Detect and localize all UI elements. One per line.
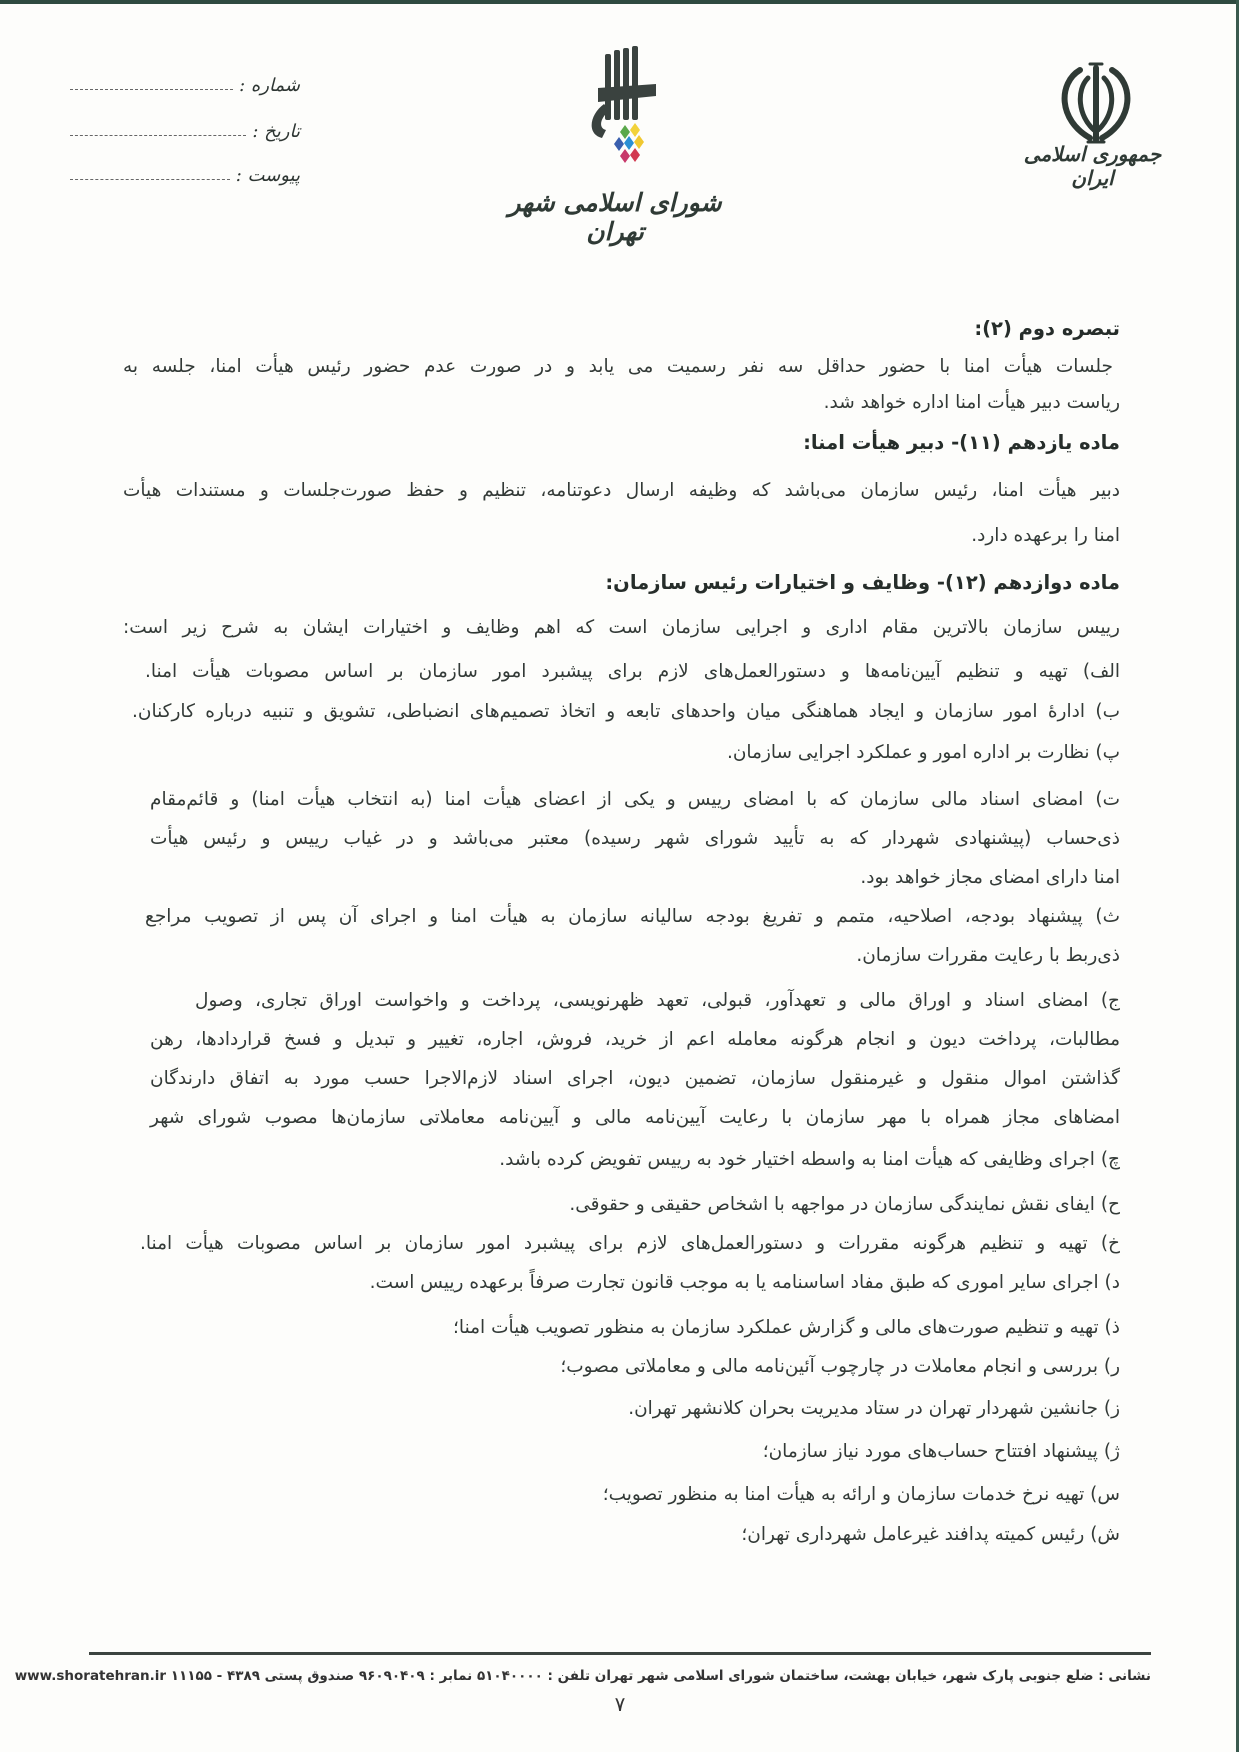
date-label: تاریخ : bbox=[252, 121, 300, 142]
number-label: شماره : bbox=[239, 75, 300, 96]
body-line: ذی‌ربط با رعایت مقررات سازمان. bbox=[856, 945, 1120, 966]
list-item: پ) نظارت بر اداره امور و عملکرد اجرایی سازمان. bbox=[726, 742, 1120, 763]
footer-address: نشانی : ضلع جنوبی پارک شهر، خیابان بهشت، ساختمان شورای اسلامی شهر تهران تلفن : ۵۱۰۴۰۰۰۰ نمابر : ۹۶۰۹۰۴۰۹ صندوق پستی ۴۳۸۹ - ۱۱۱۵۵ www.shoratehran.ir bbox=[14, 1668, 1151, 1684]
list-item: ژ) پیشنهاد افتتاح حساب‌های مورد نیاز سازمان؛ bbox=[762, 1441, 1120, 1462]
date-field bbox=[70, 116, 300, 142]
article-12-heading: ماده دوازدهم (۱۲)- وظایف و اختیارات رئیس سازمان: bbox=[605, 571, 1120, 594]
attachment-dotted-line bbox=[70, 179, 230, 180]
date-dotted-line bbox=[70, 135, 246, 136]
list-item: ح) ایفای نقش نمایندگی سازمان در مواجهه با اشخاص حقیقی و حقوقی. bbox=[569, 1194, 1120, 1215]
list-item: س) تهیه نرخ خدمات سازمان و ارائه به هیأت امنا به منظور تصویب؛ bbox=[602, 1484, 1120, 1505]
emblem-caption: جمهوری اسلامی ایران bbox=[1023, 142, 1162, 190]
body-line: جلسات هیأت امنا با حضور حداقل سه نفر رسمیت می یابد و در صورت عدم حضور رئیس هیأت امنا، جلسه به bbox=[123, 356, 1113, 377]
body-line: دبیر هیأت امنا، رئیس سازمان می‌باشد که وظیفه ارسال دعوتنامه، تنظیم و حفظ صورت‌جلسات و مستندات هیأت bbox=[123, 480, 1120, 501]
tehran-council-logo-icon bbox=[568, 44, 658, 184]
list-item: ذ) تهیه و تنظیم صورت‌های مالی و گزارش عملکرد سازمان به منظور تصویب هیأت امنا؛ bbox=[453, 1317, 1120, 1338]
body-line: امنا دارای امضای مجاز خواهد بود. bbox=[860, 867, 1120, 888]
body-line: امنا را برعهده دارد. bbox=[971, 525, 1120, 546]
footer-divider bbox=[89, 1652, 1151, 1655]
page-number: ۷ bbox=[614, 1692, 626, 1716]
body-line: مطالبات، پرداخت دیون و انجام هرگونه معامله اعم از خرید، فروش، اجاره، تغییر و تبدیل و فسخ قراردادها، رهن bbox=[150, 1029, 1120, 1050]
list-item: الف) تهیه و تنظیم آیین‌نامه‌ها و دستورالعمل‌های لازم برای پیشبرد امور سازمان بر اساس مصوبات هیأت امنا. bbox=[145, 661, 1120, 682]
article-11-heading: ماده یازدهم (۱۱)- دبیر هیأت امنا: bbox=[803, 431, 1120, 454]
body-line: گذاشتن اموال منقول و غیرمنقول سازمان، تضمین دیون، اجرای اسناد لازم‌الاجرا حسب مورد به اتفاق دارندگان bbox=[150, 1068, 1120, 1089]
body-line: ذی‌حساب (پیشنهادی شهردار که به تأیید شورای شهر رسیده) معتبر می‌باشد و در غیاب رییس و رئیس هیأت bbox=[150, 828, 1120, 849]
number-field bbox=[70, 70, 300, 96]
attachment-field bbox=[70, 160, 300, 186]
list-item: ت) امضای اسناد مالی سازمان که با امضای رییس و یکی از اعضای هیأت امنا (به انتخاب هیأت امنا) و قائم‌مقام bbox=[150, 789, 1120, 810]
scan-edge-top bbox=[0, 0, 1239, 4]
list-item: چ) اجرای وظایفی که هیأت امنا به واسطه اختیار خود به رییس تفویض کرده باشد. bbox=[499, 1149, 1120, 1170]
list-item: ب) ادارهٔ امور سازمان و ایجاد هماهنگی میان واحدهای تابعه و اتخاذ تصمیم‌های انضباطی، تشویق و تنبیه درباره کارکنان. bbox=[132, 701, 1120, 722]
body-line: رییس سازمان بالاترین مقام اداری و اجرایی سازمان است که اهم وظایف و اختیارات ایشان به شرح زیر است: bbox=[123, 617, 1120, 638]
council-name: شورای اسلامی شهر تهران bbox=[508, 188, 722, 246]
list-item: ش) رئیس کمیته پدافند غیرعامل شهرداری تهران؛ bbox=[741, 1524, 1120, 1545]
list-item: د) اجرای سایر اموری که طبق مفاد اساسنامه یا به موجب قانون تجارت صرفاً برعهده رییس است. bbox=[369, 1272, 1120, 1293]
body-line: امضاهای مجاز همراه با مهر سازمان با رعایت آیین‌نامه مالی و آیین‌نامه معاملاتی سازمان‌ها مصوب شورای شهر bbox=[150, 1107, 1120, 1128]
list-item: ث) پیشنهاد بودجه، اصلاحیه، متمم و تفریغ بودجه سالیانه سازمان به هیأت امنا و اجرای آن پس از تصویب مراجع bbox=[145, 906, 1120, 927]
note-heading: تبصره دوم (۲): bbox=[974, 317, 1120, 340]
list-item: خ) تهیه و تنظیم هرگونه مقررات و دستورالعمل‌های لازم برای پیشبرد امور سازمان بر اساس مصوبات هیأت امنا. bbox=[140, 1233, 1120, 1254]
number-dotted-line bbox=[70, 89, 233, 90]
list-item: ز) جانشین شهردار تهران در ستاد مدیریت بحران کلانشهر تهران. bbox=[628, 1398, 1120, 1419]
list-item: ج) امضای اسناد و اوراق مالی و تعهدآور، قبولی، تعهد ظهرنویسی، پرداخت و واخواست اوراق تجاری، وصول bbox=[195, 990, 1120, 1011]
attachment-label: پیوست : bbox=[235, 165, 300, 186]
iran-emblem-icon bbox=[1050, 58, 1142, 148]
body-line: ریاست دبیر هیأت امنا اداره خواهد شد. bbox=[823, 392, 1120, 413]
list-item: ر) بررسی و انجام معاملات در چارچوب آئین‌نامه مالی و معاملاتی مصوب؛ bbox=[560, 1356, 1120, 1377]
